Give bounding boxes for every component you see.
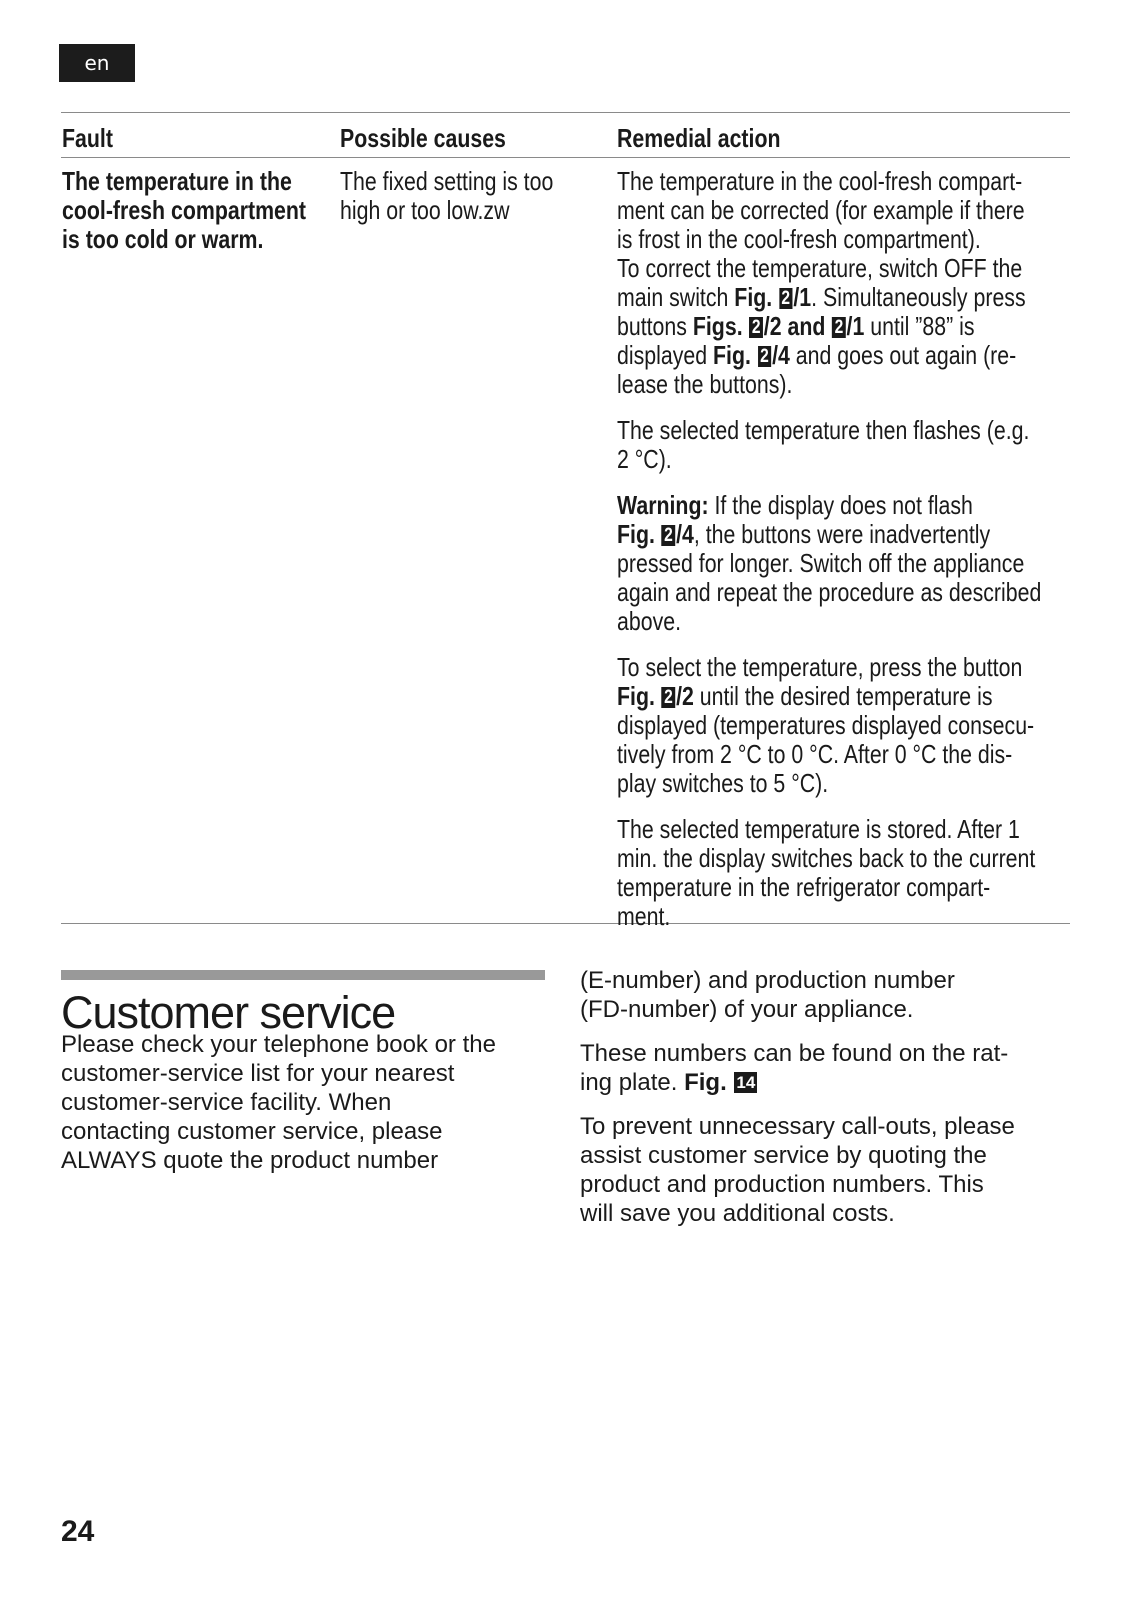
cause-line: The fixed setting is too bbox=[340, 166, 554, 196]
text: . Simultaneously press bbox=[811, 282, 1026, 312]
remedy-line: ment. bbox=[617, 901, 671, 931]
fig-label: Fig. bbox=[734, 282, 773, 312]
figure-number-box: 2 bbox=[662, 687, 676, 708]
customer-service-left-text bbox=[61, 1030, 496, 1175]
remedy-line bbox=[617, 520, 1041, 549]
remedy-line: The selected temperature then flashes (e.g. bbox=[617, 415, 1030, 445]
remedy-line: temperature in the refrigerator compart- bbox=[617, 872, 991, 902]
warning-label: Warning: bbox=[617, 490, 709, 520]
remedy-line: again and repeat the procedure as described bbox=[617, 577, 1042, 607]
remedy-paragraph bbox=[617, 167, 1041, 399]
fault-line: The temperature in the bbox=[62, 166, 292, 196]
prose-line: customer-service facility. When bbox=[61, 1089, 392, 1116]
remedy-line: min. the display switches back to the current bbox=[617, 843, 1036, 873]
text: until ”88” is bbox=[864, 311, 975, 341]
fault-line: is too cold or warm. bbox=[62, 224, 264, 254]
causes-cell bbox=[340, 167, 553, 225]
remedy-line: is frost in the cool-fresh compartment). bbox=[617, 224, 981, 254]
remedy-line bbox=[617, 312, 1041, 341]
prose-line: assist customer service by quoting the bbox=[580, 1142, 987, 1169]
header-possible-causes: Possible causes bbox=[340, 123, 506, 153]
text: until the desired temperature is bbox=[693, 681, 993, 711]
prose-line: will save you additional costs. bbox=[580, 1200, 895, 1227]
customer-service-right-text bbox=[580, 966, 1015, 1228]
figure-number-box: 2 bbox=[662, 525, 676, 546]
text: main switch bbox=[617, 282, 735, 312]
prose-line: (FD-number) of your appliance. bbox=[580, 996, 914, 1023]
fig-reference: /1 bbox=[793, 282, 812, 312]
fault-line: cool-fresh compartment bbox=[62, 195, 307, 225]
fig-label: Figs. bbox=[692, 311, 743, 341]
remedy-line: tively from 2 °C to 0 °C. After 0 °C the dis- bbox=[617, 739, 1013, 769]
section-divider-bar bbox=[61, 970, 545, 980]
fig-reference: /4 bbox=[676, 519, 694, 549]
remedy-line: The selected temperature is stored. After 1 bbox=[617, 814, 1020, 844]
remedy-line: displayed (temperatures displayed consecu- bbox=[617, 710, 1035, 740]
prose-line: (E-number) and production number bbox=[580, 967, 955, 994]
remedy-line bbox=[617, 283, 1041, 312]
remedy-line: above. bbox=[617, 606, 682, 636]
remedy-line: To select the temperature, press the button bbox=[617, 652, 1023, 682]
fig-label: Fig. bbox=[684, 1069, 727, 1096]
remedy-line bbox=[617, 491, 1041, 520]
prose-line bbox=[580, 1068, 1015, 1097]
text: buttons bbox=[617, 311, 693, 341]
text: and goes out again (re- bbox=[789, 340, 1017, 370]
remedy-paragraph bbox=[617, 815, 1041, 931]
section-title: Customer service bbox=[61, 987, 396, 1038]
fig-label: Fig. bbox=[617, 681, 655, 711]
remedy-paragraph bbox=[617, 653, 1041, 798]
fig-reference: /4 bbox=[772, 340, 790, 370]
remedy-line: The temperature in the cool-fresh compart- bbox=[617, 166, 1023, 196]
text: If the display does not flash bbox=[708, 490, 973, 520]
figure-number-box: 2 bbox=[779, 288, 793, 309]
fig-label: Fig. bbox=[713, 340, 751, 370]
figure-number-box: 2 bbox=[749, 317, 763, 338]
text: ing plate. bbox=[580, 1069, 685, 1096]
prose-line: contacting customer service, please bbox=[61, 1118, 443, 1145]
prose-line: product and production numbers. This bbox=[580, 1171, 984, 1198]
fig-label: Fig. bbox=[617, 519, 655, 549]
fig-reference: /1 bbox=[846, 311, 865, 341]
figure-number-box: 2 bbox=[832, 317, 846, 338]
remedy-line: ment can be corrected (for example if there bbox=[617, 195, 1025, 225]
prose-line: customer-service list for your nearest bbox=[61, 1060, 455, 1087]
remedy-line: pressed for longer. Switch off the appliance bbox=[617, 548, 1025, 578]
cause-line: high or too low.zw bbox=[340, 195, 510, 225]
remedy-line: To correct the temperature, switch OFF the bbox=[617, 253, 1023, 283]
remedy-line bbox=[617, 682, 1041, 711]
remedy-line: lease the buttons). bbox=[617, 369, 793, 399]
prose-line: To prevent unnecessary call-outs, please bbox=[580, 1113, 1015, 1140]
header-remedial-action: Remedial action bbox=[617, 123, 781, 153]
language-badge: en bbox=[59, 44, 135, 82]
warning-paragraph bbox=[617, 491, 1041, 636]
fig-reference: /2 bbox=[676, 681, 694, 711]
remedy-line bbox=[617, 341, 1041, 370]
figure-number-box: 14 bbox=[736, 1073, 756, 1092]
figure-number-box: 2 bbox=[758, 346, 772, 367]
prose-line: ALWAYS quote the product number bbox=[61, 1147, 439, 1174]
table-top-rule bbox=[61, 112, 1070, 113]
remedy-line: 2 °C). bbox=[617, 444, 672, 474]
table-header-rule bbox=[61, 157, 1070, 158]
prose-line: These numbers can be found on the rat- bbox=[580, 1040, 1009, 1067]
remedy-paragraph bbox=[617, 416, 1041, 474]
text: , the buttons were inadvertently bbox=[693, 519, 991, 549]
remedy-line: play switches to 5 °C). bbox=[617, 768, 829, 798]
remedy-cell bbox=[617, 167, 1041, 931]
fault-cell bbox=[62, 167, 306, 254]
prose-line: Please check your telephone book or the bbox=[61, 1031, 496, 1058]
header-fault: Fault bbox=[62, 123, 113, 153]
fig-reference: /2 and bbox=[763, 311, 826, 341]
text: displayed bbox=[617, 340, 714, 370]
page-number: 24 bbox=[61, 1515, 95, 1548]
